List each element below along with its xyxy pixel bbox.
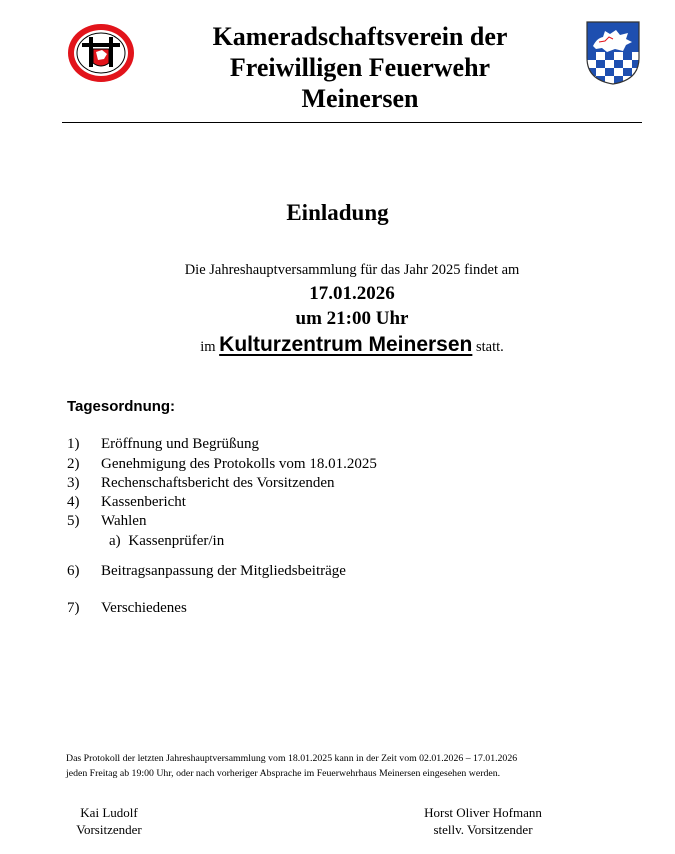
- agenda-item-text: Verschiedenes: [101, 600, 187, 616]
- agenda-item-number: 4): [67, 494, 80, 510]
- agenda-item-number: 5): [67, 513, 80, 529]
- agenda-subitem-label: a): [109, 533, 121, 549]
- venue-name: Kulturzentrum Meinersen: [219, 333, 473, 356]
- agenda-item-text: Kassenbericht: [101, 494, 186, 510]
- invitation-title: Einladung: [286, 200, 389, 225]
- fire-brigade-emblem-icon: [66, 23, 136, 83]
- organization-name: [140, 21, 580, 114]
- meeting-venue: [0, 333, 675, 357]
- agenda-item-text: Rechenschaftsbericht des Vorsitzenden: [101, 475, 335, 491]
- agenda-subitem-text: Kassenprüfer/in: [128, 533, 225, 549]
- meeting-time: um 21:00 Uhr: [295, 308, 409, 329]
- venue-prefix: im: [200, 339, 216, 355]
- signature-role: stellv. Vorsitzender: [433, 822, 533, 837]
- agenda-item-text: Wahlen: [101, 513, 147, 529]
- agenda-item-text: Eröffnung und Begrüßung: [101, 436, 260, 452]
- coat-of-arms-lion-icon: [585, 20, 641, 86]
- agenda-item-number: 6): [67, 563, 80, 579]
- signature-deputy: [408, 804, 558, 838]
- agenda-heading: Tagesordnung:: [67, 398, 176, 415]
- agenda-subitem: [109, 533, 224, 550]
- footnote-line-1: Das Protokoll der letzten Jahreshauptversammlung vom 18.01.2025 kann in der Zeit vom 02.01.2026 – 17.01.2026: [66, 753, 518, 764]
- signature-name: Kai Ludolf: [80, 805, 138, 820]
- footnote-line-2: jeden Freitag ab 19:00 Uhr, oder nach vorheriger Absprache im Feuerwehrhaus Meinersen eingesehen werden.: [66, 768, 501, 779]
- agenda-item-text: Genehmigung des Protokolls vom 18.01.2025: [101, 456, 377, 472]
- header-divider: [62, 122, 642, 123]
- protocol-footnote: [66, 751, 636, 781]
- org-line-2: Freiwilligen Feuerwehr: [229, 53, 491, 82]
- agenda-item-number: 1): [67, 436, 80, 452]
- agenda-item-number: 2): [67, 456, 80, 472]
- org-line-3: Meinersen: [301, 84, 419, 113]
- venue-suffix: statt.: [475, 339, 504, 355]
- signature-chair: [64, 804, 154, 838]
- signature-name: Horst Oliver Hofmann: [424, 805, 542, 820]
- org-line-1: Kameradschaftsverein der: [212, 22, 508, 51]
- signature-role: Vorsitzender: [76, 822, 142, 837]
- agenda-item-text: Beitragsanpassung der Mitgliedsbeiträge: [101, 563, 346, 579]
- agenda-item-number: 7): [67, 600, 80, 616]
- agenda-item-number: 3): [67, 475, 80, 491]
- meeting-date: 17.01.2026: [309, 283, 395, 304]
- invitation-intro: Die Jahreshauptversammlung für das Jahr 2025 findet am: [184, 262, 520, 278]
